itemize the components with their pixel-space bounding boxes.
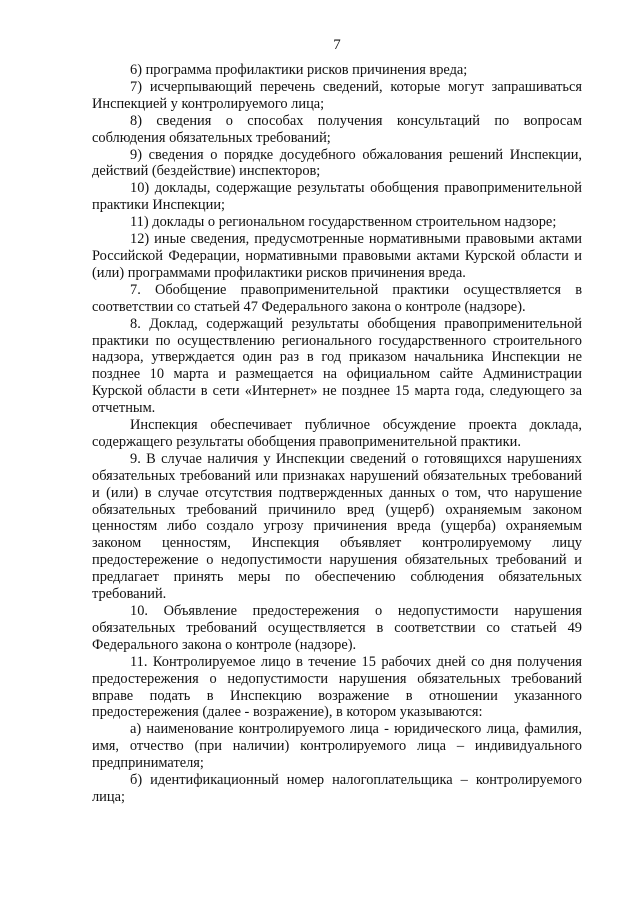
page-number: 7 <box>333 37 341 53</box>
paragraph: 8. Доклад, содержащий результаты обобщения правоприменительной практики по осуществлению регионального государственного строительного надзора, утверждается один раз в год приказом начальника Инспекции не позднее 10 марта и размещается на официальном сайте Администрации Курской области в сети «Интернет» не позднее 15 марта года, следующего за отчетным. <box>92 315 582 417</box>
paragraph: 7. Обобщение правоприменительной практики осуществляется в соответствии со статьей 47 Федерального закона о контроле (надзоре). <box>92 281 582 315</box>
paragraph: 12) иные сведения, предусмотренные нормативными правовыми актами Российской Федерации, нормативными правовыми актами Курской области и (или) программами профилактики рисков причинения вреда. <box>92 231 582 281</box>
paragraph: 11) доклады о региональном государственном строительном надзоре; <box>130 214 557 231</box>
paragraph: 8) сведения о способах получения консультаций по вопросам соблюдения обязательных требований; <box>92 112 582 146</box>
paragraph: 6) программа профилактики рисков причинения вреда; <box>130 62 468 78</box>
paragraph: б) идентификационный номер налогоплательщика – контролируемого лица; <box>92 772 582 805</box>
paragraph: а) наименование контролируемого лица - юридического лица, фамилия, имя, отчество (при наличии) контролируемого лица – индивидуального предпринимателя; <box>92 721 582 772</box>
paragraph: 10) доклады, содержащие результаты обобщения правоприменительной практики Инспекции; <box>92 180 582 214</box>
paragraph: 10. Объявление предостережения о недопустимости нарушения обязательных требований осуществляется в соответствии со статьей 49 Федерального закона о контроле (надзоре). <box>92 603 582 653</box>
document-body <box>92 62 582 806</box>
paragraph: Инспекция обеспечивает публичное обсуждение проекта доклада, содержащего результаты обобщения правоприменительной практики. <box>92 417 582 450</box>
paragraph: 9. В случае наличия у Инспекции сведений о готовящихся нарушениях обязательных требований или признаках нарушений обязательных требований и (или) в случае отсутствия подтвержденных данных о том, что нарушение обязательных требований причинило вред (ущерб) охраняемым законом ценностям либо создало угрозу причинения вреда (ущерба) охраняемым законом ценностям, Инспекция объявляет контролируемому лицу предостережение о недопустимости нарушения обязательных требований и предлагает принять меры по обеспечению соблюдения обязательных требований. <box>92 450 582 603</box>
paragraph: 11. Контролируемое лицо в течение 15 рабочих дней со дня получения предостережения о недопустимости нарушения обязательных требований вправе подать в Инспекцию возражение в отношении указанного предостережения (далее - возражение), в котором указываются: <box>92 653 582 721</box>
paragraph: 7) исчерпывающий перечень сведений, которые могут запрашиваться Инспекцией у контролируемого лица; <box>92 78 582 112</box>
paragraph: 9) сведения о порядке досудебного обжалования решений Инспекции, действий (бездействие) инспекторов; <box>92 146 582 180</box>
